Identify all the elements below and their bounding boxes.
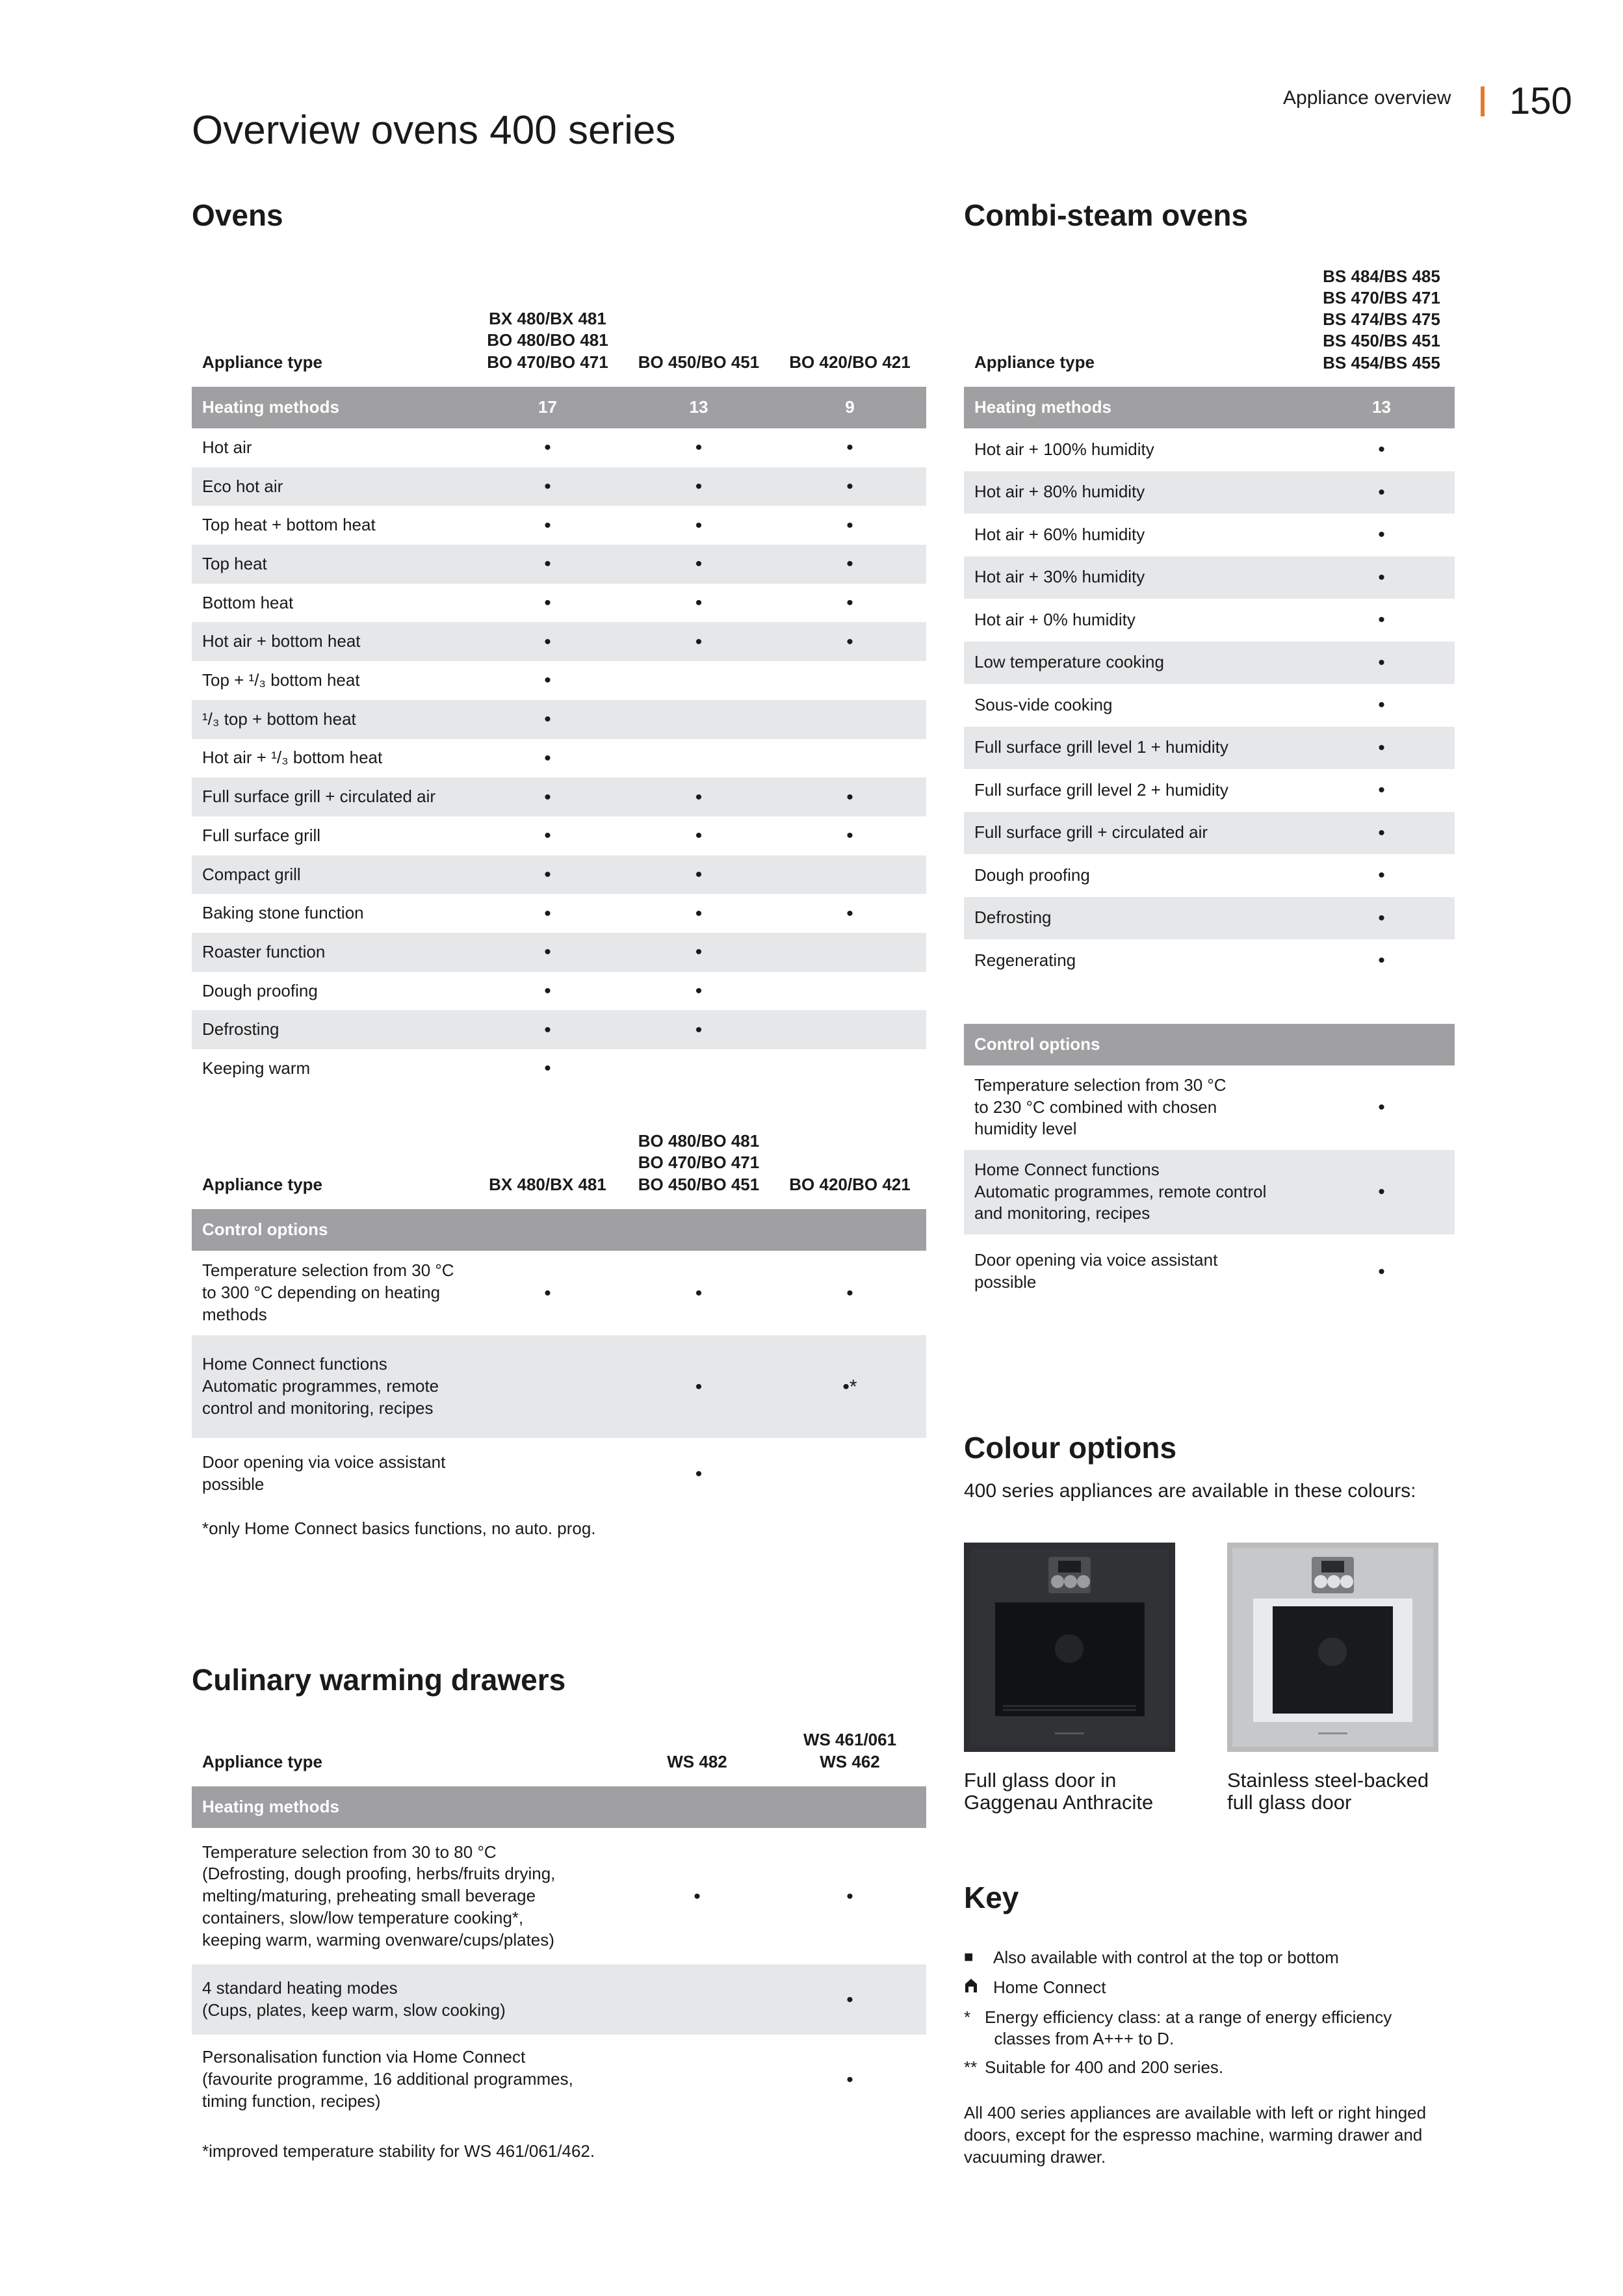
row-label: Roaster function [192,933,471,972]
column-header: WS 461/061 WS 462 [803,1730,897,1772]
feature-mark: • [471,467,624,506]
ovens-heading: Ovens [192,198,283,232]
section-row [192,1786,926,1828]
home-icon [964,1977,993,1999]
feature-mark [624,700,773,739]
row-label: Keeping warm [202,1058,311,1078]
row-label: Full surface grill level 1 + humidity [964,727,1308,770]
table-row [964,897,1455,940]
column-header: BO 450/BO 451 [638,352,760,372]
feature-mark: • [846,902,853,924]
feature-mark: • [846,514,853,536]
row-label: Hot air [202,437,252,457]
feature-mark: • [471,622,624,661]
page-title: Overview ovens 400 series [192,108,676,153]
header-section-label: Appliance overview [1283,87,1451,109]
feature-mark: • [1378,694,1385,716]
feature-mark [621,2035,773,2124]
feature-mark [773,1010,926,1049]
colour-options-intro: 400 series appliances are available in these colours: [964,1480,1416,1502]
square-icon: ■ [964,1948,974,1966]
table-row [964,939,1455,982]
anthracite-oven-image [964,1543,1175,1752]
ovens-control-rows [192,1251,926,1509]
table-row [192,1828,926,1964]
feature-mark: • [471,545,624,584]
key-item-text: Also available with control at the top or bottom [993,1948,1339,1967]
row-label: Full surface grill [202,825,321,845]
column-header: BX 480/BX 481 [489,1175,606,1195]
table-row [192,739,926,778]
key-note: All 400 series appliances are available with left or right hinged doors, except for the espresso machine, warming drawer and vacuuming drawer. [964,2102,1427,2167]
feature-mark: • [695,825,703,847]
feature-mark: • [695,980,703,1002]
ovens-footnote: *only Home Connect basics functions, no auto. prog. [202,1519,596,1538]
row-label: Top + ¹/₃ bottom heat [202,670,360,690]
table-row [192,545,926,584]
feature-mark: • [544,747,551,769]
feature-mark [773,661,926,700]
stainless-oven-image [1227,1543,1438,1752]
row-label: Door opening via voice assistant possible [202,1452,446,1494]
appliance-type-label: Appliance type [202,1175,322,1195]
feature-mark: • [846,2068,853,2091]
key-item [964,1977,1471,1999]
feature-mark: • [1308,727,1455,770]
row-label: Compact grill [192,855,471,894]
key-item [964,1947,1471,1969]
feature-mark: • [544,902,551,924]
table-row [192,933,926,972]
table-row [964,599,1455,642]
feature-mark: • [773,467,926,506]
feature-mark: • [544,514,551,536]
section-label: Heating methods [964,387,1308,428]
feature-mark: • [695,1463,703,1485]
feature-mark: • [773,545,926,584]
row-label: Hot air + ¹/₃ bottom heat [202,748,383,768]
row-label: Hot air + 60% humidity [974,524,1145,544]
method-count: 13 [624,387,773,428]
key-item [964,2007,1471,2051]
feature-mark [773,855,926,894]
column-header: BS 484/BS 485 BS 470/BS 471 BS 474/BS 475 BS 450/BS 451 BS 454/BS 455 [1323,266,1440,372]
table-row [964,1150,1455,1234]
feature-mark: • [773,622,926,661]
combi-heating-rows [964,428,1455,982]
ovens-heating-table [192,247,926,1088]
section-label: Heating methods [192,387,471,428]
table-row [192,622,926,661]
feature-mark [773,933,926,972]
column-header: BX 480/BX 481 BO 480/BO 481 BO 470/BO 471 [487,308,608,372]
feature-mark [621,1964,773,2035]
key-item-text: Suitable for 400 and 200 series. [985,2057,1224,2078]
warming-footnote: *improved temperature stability for WS 461/061/462. [202,2141,595,2161]
table-row [192,1964,926,2035]
table-row [192,700,926,739]
row-label: Hot air + 100% humidity [974,439,1154,459]
asterisk-symbol: * [964,2007,971,2027]
feature-mark [773,1049,926,1088]
table-row [192,661,926,700]
feature-mark: • [1308,1150,1455,1234]
row-label: Full surface grill + circulated air [964,812,1308,855]
feature-mark: • [695,1282,703,1304]
table-row [192,972,926,1011]
feature-mark: • [1378,609,1385,631]
feature-mark: • [624,1335,773,1438]
appliance-type-label: Appliance type [974,352,1095,372]
row-label: Dough proofing [202,980,318,1000]
method-count: 13 [1308,387,1455,428]
feature-mark: • [624,545,773,584]
feature-mark [624,739,773,778]
feature-mark [624,1049,773,1088]
feature-mark: • [544,592,551,614]
appliance-type-label: Appliance type [202,1752,322,1772]
page-number: 150 [1509,80,1572,122]
key-heading: Key [964,1881,1019,1914]
ovens-heating-rows [192,428,926,1088]
table-row [964,1065,1455,1150]
feature-mark: • [544,670,551,692]
row-label: Low temperature cooking [964,642,1308,685]
warming-drawer-rows [192,1828,926,2124]
feature-mark: • [1378,779,1385,802]
table-row [964,684,1455,727]
key-item-text: Energy efficiency class: at a range of energy efficiency classes from A+++ to D. [985,2007,1392,2049]
row-label: Sous-vide cooking [974,694,1113,714]
row-label: Top heat [192,545,471,584]
row-label: Personalisation function via Home Connect (favourite programme, 16 additional programmes, timing function, recipes) [202,2047,573,2111]
table-row [964,769,1455,812]
feature-mark: • [544,980,551,1002]
feature-mark: • [471,700,624,739]
feature-mark: • [773,1964,926,2035]
feature-mark: • [544,437,551,459]
table-row [192,428,926,467]
row-label: Temperature selection from 30 °C to 300 °C depending on heating methods [202,1260,454,1324]
appliance-type-label: Appliance type [202,352,322,372]
table-row [192,1438,926,1509]
column-header: BO 420/BO 421 [789,1175,911,1195]
feature-mark: • [1378,524,1385,546]
method-count: 9 [773,387,926,428]
feature-mark: • [846,592,853,614]
method-count: 17 [471,387,624,428]
row-label: Defrosting [192,1010,471,1049]
ovens-control-table [192,1112,926,1509]
feature-mark: • [1378,439,1385,461]
feature-mark: • [544,825,551,847]
header-divider [1481,86,1485,116]
table-row [964,556,1455,599]
feature-mark: • [846,1282,853,1304]
feature-mark: • [695,514,703,536]
anthracite-caption: Full glass door in Gaggenau Anthracite [964,1769,1154,1814]
feature-mark: • [1378,865,1385,887]
section-row [964,1024,1455,1065]
feature-mark: •* [773,1335,926,1438]
feature-mark: • [1308,897,1455,940]
feature-mark: • [624,467,773,506]
row-label: Defrosting [964,897,1308,940]
feature-mark [773,1438,926,1509]
feature-mark [624,661,773,700]
combi-control-rows [964,1065,1455,1309]
column-header: BO 480/BO 481 BO 470/BO 471 BO 450/BO 451 [638,1130,760,1195]
column-header: BO 420/BO 421 [789,352,911,372]
double-asterisk-symbol: ** [964,2057,978,2078]
feature-mark: • [846,825,853,847]
section-label: Control options [964,1024,1455,1065]
key-item-text: Home Connect [993,1977,1106,1997]
table-row [192,584,926,623]
row-label: Bottom heat [202,592,294,612]
feature-mark: • [695,592,703,614]
table-row [964,471,1455,514]
feature-mark: • [544,1282,551,1304]
table-row [192,2035,926,2124]
row-label: Door opening via voice assistant possible [974,1250,1218,1292]
row-label: Temperature selection from 30 to 80 °C (Defrosting, dough proofing, herbs/fruits drying, melting/maturing, preheating small beverage containers, slow/low temperature cooking*, keeping warm, warming ovenware/cups/plates) [202,1842,556,1950]
section-row [192,1209,926,1251]
feature-mark: • [773,777,926,816]
feature-mark: • [1308,471,1455,514]
table-row [192,816,926,855]
feature-mark: • [695,902,703,924]
table-row [192,855,926,894]
spacer-row [964,982,1455,1024]
feature-mark: • [846,437,853,459]
feature-mark: • [1378,1097,1385,1118]
table-row [192,1251,926,1335]
section-label: Heating methods [192,1786,926,1828]
table-row [192,894,926,933]
feature-mark: • [544,1058,551,1080]
table-row [964,854,1455,897]
feature-mark: • [471,855,624,894]
column-header: WS 482 [667,1752,727,1772]
feature-mark: • [1308,642,1455,685]
row-label: Hot air + 30% humidity [964,556,1308,599]
row-label: Temperature selection from 30 °C to 230 °C combined with chosen humidity level [974,1075,1227,1139]
feature-mark: • [846,1885,853,1907]
feature-mark [773,739,926,778]
table-row [964,428,1455,471]
section-row [964,387,1455,428]
feature-mark: • [624,933,773,972]
table-row [192,1335,926,1438]
combi-steam-heading: Combi-steam ovens [964,198,1249,232]
row-label: Full surface grill level 2 + humidity [974,779,1228,800]
feature-mark: • [471,1010,624,1049]
feature-mark [471,1335,624,1438]
table-row [964,1234,1455,1309]
row-label: Baking stone function [202,903,364,923]
row-label: Hot air + 80% humidity [964,471,1308,514]
warming-drawers-table [192,1710,926,2124]
row-label: Eco hot air [192,467,471,506]
warming-drawers-heading: Culinary warming drawers [192,1663,566,1697]
feature-mark: • [695,437,703,459]
feature-mark: • [471,933,624,972]
row-label: Dough proofing [974,865,1090,885]
row-label: Home Connect functions Automatic programmes, remote control and monitoring, recipes [192,1335,471,1438]
table-row [964,514,1455,556]
key-list [964,1947,1471,2168]
feature-mark: • [624,777,773,816]
row-label: Top heat + bottom heat [202,515,376,535]
feature-mark [773,972,926,1011]
section-row [192,387,926,428]
feature-mark: • [1308,812,1455,855]
row-label: Regenerating [974,950,1076,970]
stainless-caption: Stainless steel-backed full glass door [1227,1769,1429,1814]
row-label: ¹/₃ top + bottom heat [192,700,471,739]
row-label: Home Connect functions Automatic programmes, remote control and monitoring, recipes [964,1150,1308,1234]
table-row [192,467,926,506]
row-label: Hot air + 0% humidity [974,609,1136,629]
feature-mark: • [1378,1260,1385,1283]
feature-mark [471,1438,624,1509]
combi-steam-table [964,247,1455,1309]
feature-mark: • [1378,950,1385,972]
feature-mark: • [471,777,624,816]
row-label: Full surface grill + circulated air [192,777,471,816]
table-row [964,642,1455,685]
table-row [964,812,1455,855]
feature-mark: • [624,855,773,894]
feature-mark: • [624,622,773,661]
table-row [192,1049,926,1088]
table-row [964,727,1455,770]
feature-mark: • [624,1010,773,1049]
feature-mark: • [694,1885,701,1907]
key-item [964,2057,1471,2079]
table-row [192,1010,926,1049]
feature-mark [773,700,926,739]
row-label: 4 standard heating modes (Cups, plates, keep warm, slow cooking) [192,1964,621,2035]
table-row [192,506,926,545]
section-label: Control options [192,1209,926,1251]
feature-mark: • [1308,556,1455,599]
table-row [192,777,926,816]
row-label: Hot air + bottom heat [192,622,471,661]
colour-options-heading: Colour options [964,1431,1177,1465]
